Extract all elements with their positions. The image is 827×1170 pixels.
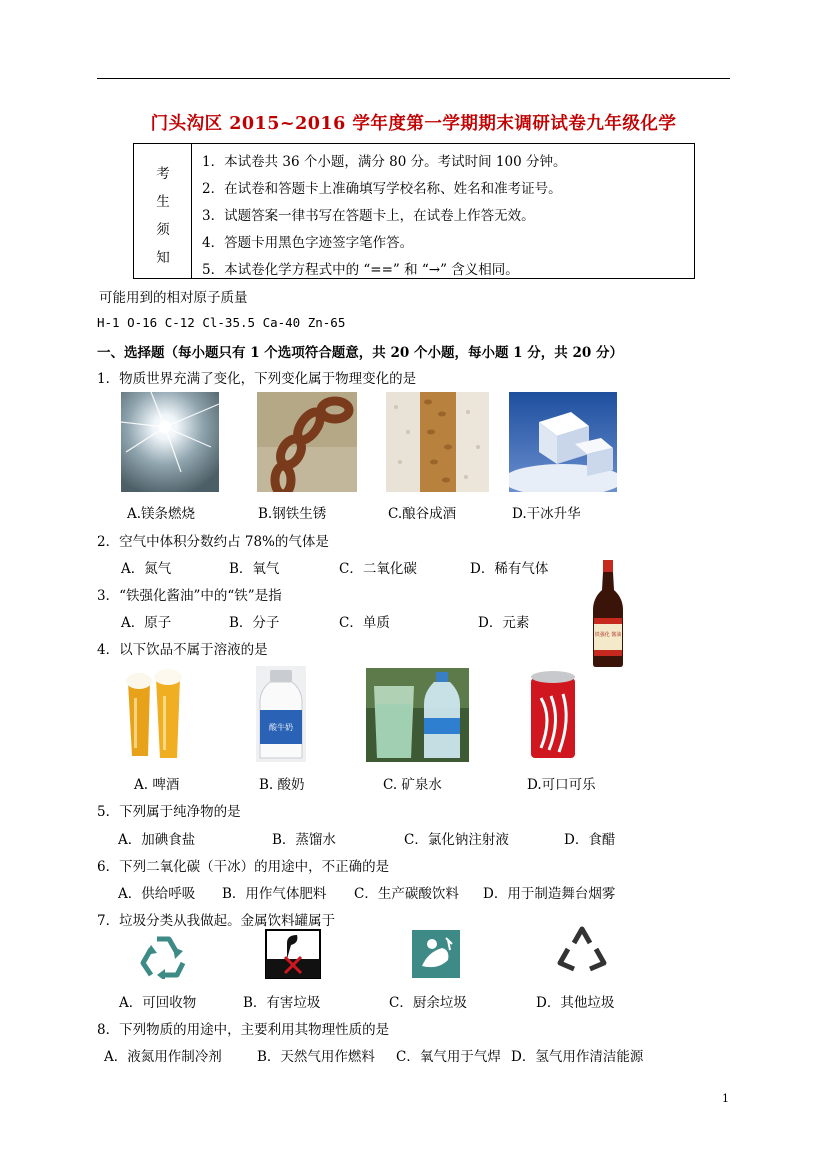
beer-glasses-image [126, 668, 184, 762]
q5-option-b: B．蒸馏水 [272, 832, 336, 848]
kitchen-waste-icon [412, 930, 460, 978]
question-6-stem: 6．下列二氧化碳（干冰）的用途中，不正确的是 [97, 859, 390, 875]
q4-option-b: B. 酸奶 [259, 777, 305, 793]
q5-option-d: D．食醋 [564, 832, 616, 848]
burning-magnesium-image [121, 392, 219, 492]
hazardous-waste-icon [265, 929, 321, 979]
atomic-mass-heading: 可能用到的相对原子质量 [99, 290, 248, 306]
notice-label-char: 知 [156, 250, 170, 266]
mineral-water-image [366, 668, 469, 762]
page-number: 1 [722, 1092, 729, 1105]
recycle-icon [137, 933, 189, 979]
q8-option-b: B．天然气用作燃料 [257, 1049, 375, 1065]
q8-option-c: C．氧气用于气焊 [396, 1049, 501, 1065]
q8-option-a: A．液氮用作制冷剂 [104, 1049, 222, 1065]
notice-item: 1．本试卷共 36 个小题，满分 80 分。考试时间 100 分钟。 [202, 154, 567, 170]
notice-item: 4．答题卡用黑色字迹签字笔作答。 [202, 235, 414, 251]
question-8-stem: 8．下列物质的用途中，主要利用其物理性质的是 [97, 1022, 390, 1038]
question-4-stem: 4．以下饮品不属于溶液的是 [97, 642, 268, 658]
rusty-chain-image [257, 392, 357, 492]
q1-option-c: C.酿谷成酒 [388, 506, 457, 522]
question-2-stem: 2．空气中体积分数约占 78%的气体是 [97, 534, 329, 550]
notice-label-char: 考 [156, 166, 170, 182]
q2-option-c: C．二氧化碳 [339, 561, 417, 577]
notice-label-cell [134, 144, 192, 278]
soy-sauce-bottle-image [591, 560, 625, 668]
page-title: 门头沟区 2015~2016 学年度第一学期期末调研试卷九年级化学 [150, 114, 677, 134]
coca-cola-can-image [527, 668, 579, 762]
q7-option-b: B．有害垃圾 [243, 995, 321, 1011]
q5-option-a: A．加碘食盐 [118, 832, 196, 848]
yogurt-label-text: 酸牛奶 [269, 723, 293, 732]
notice-item: 5．本试卷化学方程式中的 “==” 和 “→” 含义相同。 [202, 262, 519, 278]
q1-option-d: D.干冰升华 [512, 506, 581, 522]
q3-option-b: B．分子 [229, 615, 280, 631]
q4-option-d: D.可口可乐 [527, 777, 596, 793]
q6-option-d: D．用于制造舞台烟雾 [483, 886, 616, 902]
atomic-mass-list: H-1 O-16 C-12 Cl-35.5 Ca-40 Zn-65 [97, 315, 346, 330]
notice-box [133, 143, 695, 279]
section-heading: 一、选择题（每小题只有 1 个选项符合题意，共 20 个小题，每小题 1 分，共 20 分） [97, 345, 623, 361]
grains-image [386, 392, 489, 492]
notice-label-char: 须 [156, 222, 170, 238]
notice-item: 2．在试卷和答题卡上准确填写学校名称、姓名和准考证号。 [202, 181, 562, 197]
question-5-stem: 5．下列属于纯净物的是 [97, 804, 241, 820]
q7-option-d: D．其他垃圾 [536, 995, 615, 1011]
other-waste-icon [556, 925, 608, 975]
question-3-stem: 3．“铁强化酱油”中的“铁”是指 [97, 588, 282, 604]
q3-option-c: C．单质 [339, 615, 390, 631]
q1-option-a: A.镁条燃烧 [127, 506, 196, 522]
q4-option-a: A. 啤酒 [134, 777, 180, 793]
q2-option-b: B．氧气 [229, 561, 280, 577]
q6-option-c: C．生产碳酸饮料 [354, 886, 459, 902]
q2-option-a: A．氮气 [121, 561, 172, 577]
q4-option-c: C. 矿泉水 [383, 777, 442, 793]
q8-option-d: D．氢气用作清洁能源 [511, 1049, 644, 1065]
q3-option-a: A．原子 [121, 615, 172, 631]
question-1-stem: 1．物质世界充满了变化，下列变化属于物理变化的是 [97, 371, 417, 387]
q6-option-a: A．供给呼吸 [118, 886, 196, 902]
header-rule [97, 78, 730, 79]
notice-label-char: 生 [156, 194, 170, 210]
q3-option-d: D．元素 [478, 615, 530, 631]
yogurt-bottle-image [256, 666, 306, 762]
q1-option-b: B.钢铁生锈 [258, 506, 327, 522]
q7-option-c: C．厨余垃圾 [389, 995, 467, 1011]
q2-option-d: D．稀有气体 [470, 561, 549, 577]
bottle-label-text: 铁强化 酱油 [594, 632, 622, 638]
dry-ice-image [509, 392, 617, 492]
notice-item: 3．试题答案一律书写在答题卡上，在试卷上作答无效。 [202, 208, 535, 224]
question-7-stem: 7．垃圾分类从我做起。金属饮料罐属于 [97, 913, 336, 929]
q6-option-b: B．用作气体肥料 [222, 886, 327, 902]
q5-option-c: C．氯化钠注射液 [404, 832, 509, 848]
q7-option-a: A．可回收物 [119, 995, 197, 1011]
